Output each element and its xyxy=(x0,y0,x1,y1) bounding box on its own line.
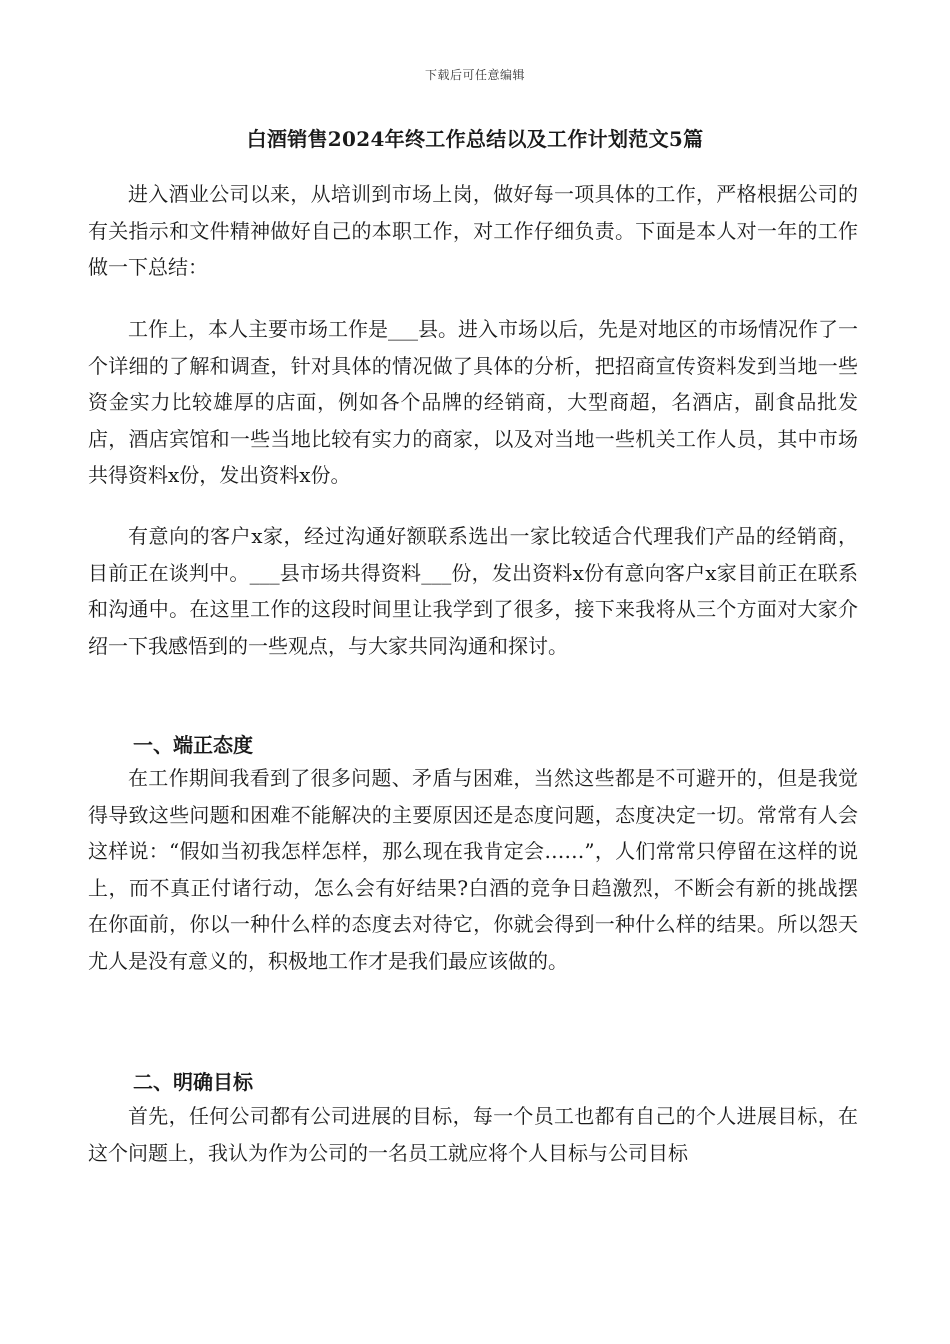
paragraph-intro: 进入酒业公司以来，从培训到市场上岗，做好每一项具体的工作，严格根据公司的有关指示和文件精神做好自己的本职工作，对工作仔细负责。下面是本人对一年的工作做一下总结： xyxy=(88,182,858,279)
header-note: 下载后可任意编辑 xyxy=(424,68,525,82)
paragraph-goals: 首先，任何公司都有公司进展的目标，每一个员工也都有自己的个人进展目标，在这个问题上，我认为作为公司的一名员工就应将个人目标与公司目标 xyxy=(88,1104,858,1165)
paragraph-market-work: 工作上，本人主要市场工作是___县。进入市场以后，先是对地区的市场情况作了一个详细的了解和调查，针对具体的情况做了具体的分析，把招商宣传资料发到当地一些资金实力比较雄厚的店面，例如各个品牌的经销商，大型商超，名酒店，副食品批发店，酒店宾馆和一些当地比较有实力的商家，以及对当地一些机关工作人员，其中市场共得资料x份，发出资料x份。 xyxy=(88,317,858,487)
section-heading-goals: 二、明确目标 xyxy=(133,1070,253,1094)
paragraph-customers: 有意向的客户x家，经过沟通好额联系选出一家比较适合代理我们产品的经销商，目前正在谈判中。___县市场共得资料___份，发出资料x份有意向客户x家目前正在联系和沟通中。在这里工作的这段时间里让我学到了很多，接下来我将从三个方面对大家介绍一下我感悟到的一些观点，与大家共同沟通和探讨。 xyxy=(88,524,858,658)
section-heading-attitude: 一、端正态度 xyxy=(133,733,253,757)
paragraph-attitude: 在工作期间我看到了很多问题、矛盾与困难，当然这些都是不可避开的，但是我觉得导致这些问题和困难不能解决的主要原因还是态度问题，态度决定一切。常常有人会这样说：“假如当初我怎样怎样，那么现在我肯定会……”，人们常常只停留在这样的说上，而不真正付诸行动，怎么会有好结果?白酒的竞争日趋激烈，不断会有新的挑战摆在你面前，你以一种什么样的态度去对待它，你就会得到一种什么样的结果。所以怨天尤人是没有意义的，积极地工作才是我们最应该做的。 xyxy=(88,766,858,973)
document-title: 白酒销售2024年终工作总结以及工作计划范文5篇 xyxy=(246,127,704,151)
